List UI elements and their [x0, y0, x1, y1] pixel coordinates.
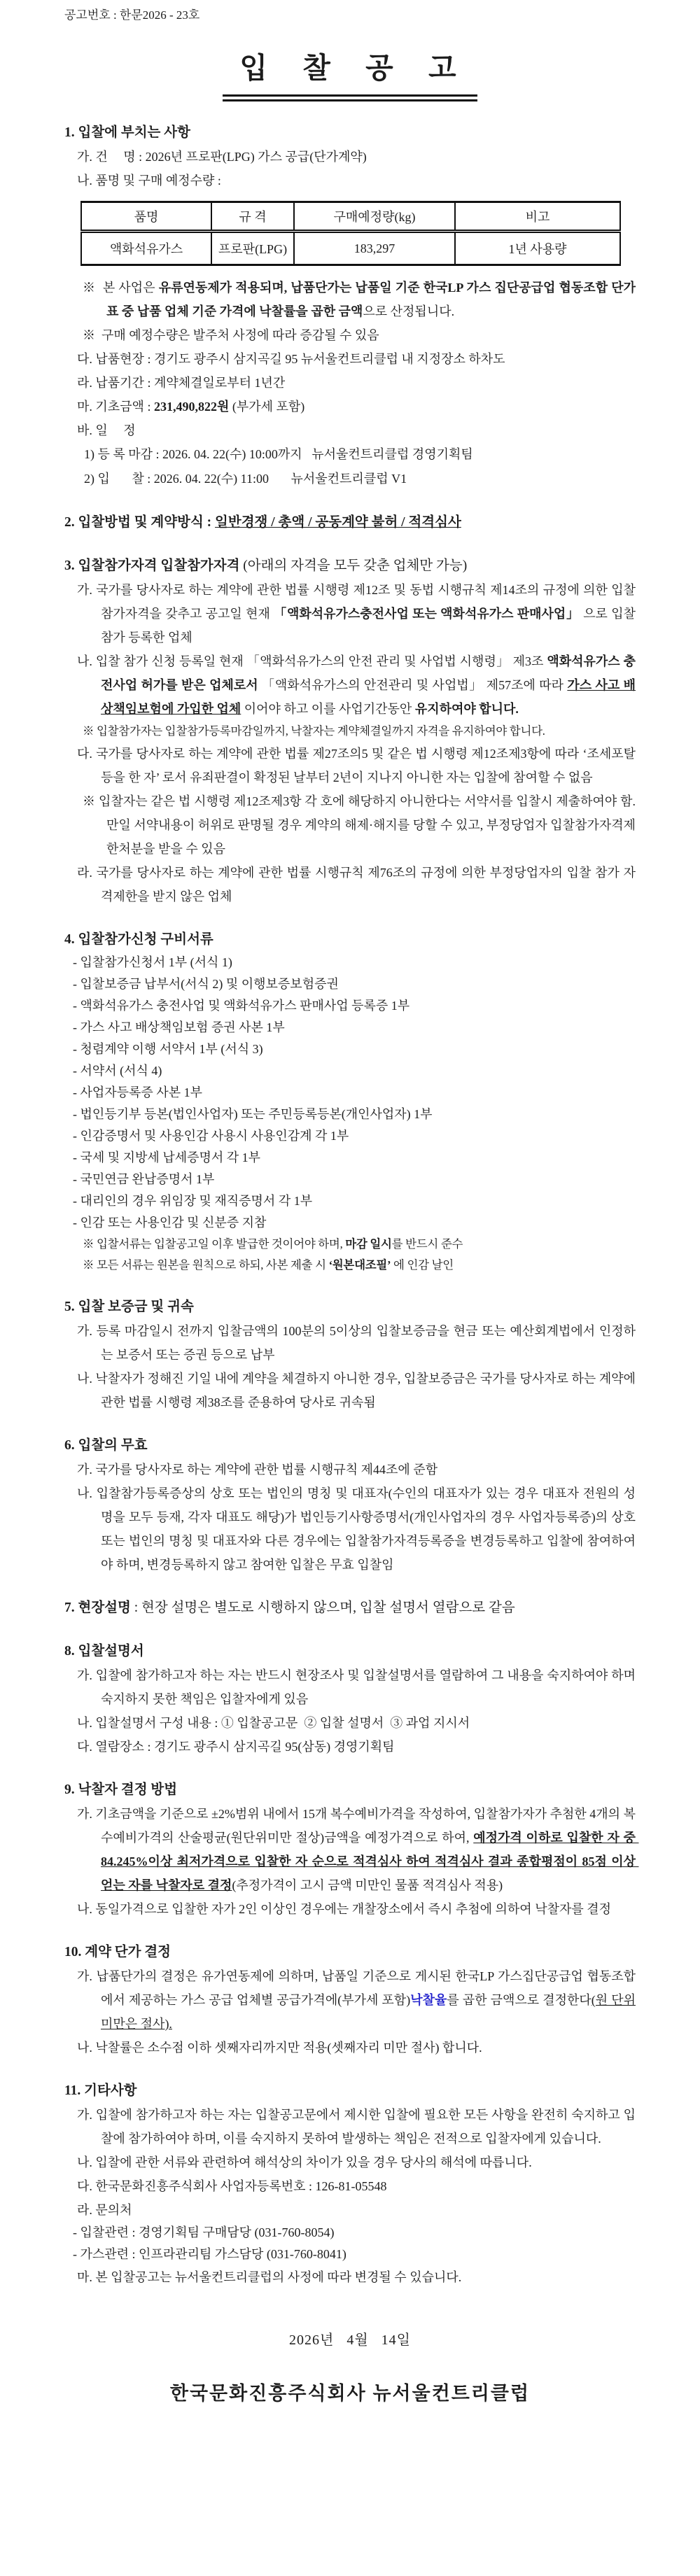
text-run: - 입찰참가신청서 1부 (서식 1)	[73, 955, 232, 969]
doc-item	[64, 1190, 636, 1212]
text-run: 바. 일 정	[77, 423, 136, 437]
item-9-ga	[64, 1802, 639, 1897]
text-run: 7. 현장설명	[64, 1600, 131, 1615]
text-run: 마. 기초금액 :	[77, 400, 154, 414]
item-8-ga	[64, 1663, 639, 1711]
cell-quantity: 183,297	[294, 232, 455, 265]
text-run: ※ 모든 서류는 원본을 원칙으로 하되, 사본 제출 시	[83, 1258, 329, 1272]
text-run: 나. 동일가격으로 입찰한 자가 2인 이상인 경우에는 개찰장소에서 즉시 추첨에 의하여 낙찰자를 결정	[77, 1902, 612, 1916]
text-run: 11. 기타사항	[64, 2083, 137, 2098]
issuing-organization: 한국문화진흥주식회사 뉴서울컨트리클럽	[169, 2383, 531, 2404]
text-run: : 현장 설명은 별도로 시행하지 않으며, 입찰 설명서 열람으로 같음	[130, 1600, 515, 1615]
cell-spec: 프로판(LPG)	[211, 232, 294, 265]
text-run: 1. 입찰에 부치는 사항	[64, 125, 190, 140]
text-run: - 입찰보증금 납부서(서식 2) 및 이행보증보험증권	[73, 977, 339, 991]
text-run: 에 인감 날인	[391, 1258, 454, 1272]
intro-blocks	[64, 121, 636, 192]
text-run: - 인감증명서 및 사용인감 사용시 사용인감계 각 1부	[73, 1129, 349, 1143]
item-1-ra	[64, 371, 636, 395]
text-run: (아래의 자격을 모두 갖춘 업체만 가능)	[243, 558, 468, 573]
text-run: - 서약서 (서식 4)	[73, 1064, 162, 1078]
doc-item	[64, 1147, 636, 1169]
col-header-spec: 규 격	[211, 202, 294, 232]
text-run: 예정가격 이하로 입찰한 자 중 84.245%이상 최저가격으로 입찰한 자 순으로 적격심사 하여 적격심사 결과 종합평점이 85점 이상 얻는 자를 낙찰자로 결정	[101, 1831, 639, 1892]
text-run: 231,490,822원	[153, 400, 230, 414]
text-run: 가. 입찰에 참가하고자 하는 자는 반드시 현장조사 및 입찰설명서를 열람하여 그 내용을 숙지하여야 하며 숙지하지 못한 책임은 입찰자에게 있음	[77, 1668, 639, 1706]
text-run: 액화석유가스 충전사업 허가를 받은 업체로서	[101, 654, 636, 692]
item-3-ga	[64, 578, 636, 649]
table-row	[81, 232, 620, 265]
item-3-da	[64, 742, 639, 789]
item-1-na	[64, 169, 636, 192]
doc-item	[64, 952, 636, 973]
note-quantity-change	[64, 323, 636, 347]
text-run: 10. 계약 단가 결정	[64, 1945, 172, 1959]
doc-item	[64, 1060, 636, 1082]
section-8-heading	[64, 1640, 636, 1663]
section-4-heading	[64, 928, 636, 952]
item-8-na	[64, 1711, 636, 1735]
page-title: 입 찰 공 고	[223, 45, 477, 101]
doc-item	[64, 1169, 636, 1190]
item-11-ra	[64, 2198, 636, 2222]
text-run: - 청렴계약 이행 서약서 1부 (서식 3)	[73, 1042, 263, 1056]
text-run: 나. 낙찰자가 정해진 기일 내에 계약을 체결하지 아니한 경우, 입찰보증금은 국가를 당사자로 하는 계약에 관한 법률 시행령 제38조를 준용하여 당사로 귀속됨	[77, 1372, 639, 1409]
text-run: - 가스관련 : 인프라관리팀 가스담당 (031-760-8041)	[73, 2247, 346, 2261]
schedule-bidding	[64, 467, 636, 491]
text-run: 마감 일시	[345, 1237, 392, 1251]
section-2-heading	[64, 511, 636, 535]
doc-item	[64, 1104, 636, 1125]
text-run: 나. 입찰에 관한 서류와 관련하여 해석상의 차이가 있을 경우 당사의 해석에 따릅니다.	[77, 2155, 532, 2169]
doc-item	[64, 1082, 636, 1104]
text-run: 나. 낙찰률은 소수점 이하 셋째자리까지만 적용(셋째자리 미만 절사) 합니다.	[77, 2041, 482, 2055]
text-run: ※ 입찰참가자는 입찰참가등록마감일까지, 낙찰자는 계약체결일까지 자격을 유지하여야 합니다.	[83, 724, 545, 738]
text-run: 으로 산정됩니다.	[363, 304, 455, 318]
item-11-ga	[64, 2103, 636, 2151]
item-8-da	[64, 1735, 636, 1759]
section-1-heading	[64, 121, 636, 145]
item-1-ga	[64, 145, 636, 169]
contact-bid	[64, 2222, 636, 2244]
text-run: 다. 한국문화진흥주식회사 사업자등록번호 : 126-81-05548	[77, 2179, 387, 2193]
note-original-docs	[64, 1255, 636, 1276]
title-block	[64, 45, 636, 101]
text-run: - 국세 및 지방세 납세증명서 각 1부	[73, 1150, 261, 1164]
item-6-na	[64, 1481, 639, 1577]
text-run: 유지하여야 합니다.	[414, 702, 519, 716]
text-run: (부가세 포함)	[229, 400, 305, 414]
text-run: 가. 납품단가의 결정은 유가연동제에 의하며, 납품일 기준으로 게시된 한국LP 가스집단공급업 협동조합에서 제공하는 가스 공급 업체별 공급가격에(부가세 포함)	[77, 1969, 636, 2007]
text-run: 가. 건 명 : 2026년 프로판(LPG) 가스 공급(단가계약)	[77, 150, 367, 164]
cell-remarks: 1년 사용량	[455, 232, 620, 265]
text-run: - 인감 또는 사용인감 및 신분증 지참	[73, 1216, 267, 1230]
item-5-na	[64, 1367, 639, 1414]
section-9-heading	[64, 1778, 636, 1802]
cell-item-name: 액화석유가스	[109, 242, 183, 256]
item-11-na	[64, 2151, 636, 2174]
text-run: 8. 입찰설명서	[64, 1644, 144, 1659]
text-run: 마. 본 입찰공고는 뉴서울컨트리클럽의 사정에 따라 변경될 수 있습니다.	[77, 2270, 462, 2284]
note-price-formula	[64, 276, 636, 323]
item-1-ma	[64, 395, 636, 418]
item-1-ba	[64, 418, 636, 442]
item-10-na	[64, 2036, 636, 2060]
text-run: 라. 문의처	[77, 2203, 132, 2217]
col-header-item-name: 품명	[81, 202, 211, 232]
text-run: 으로 입찰참가 등록한 업체	[101, 607, 636, 645]
text-run: - 대리인의 경우 위임장 및 재직증명서 각 1부	[73, 1194, 313, 1208]
text-run: - 입찰관련 : 경영기획팀 구매담당 (031-760-8054)	[73, 2225, 335, 2239]
item-11-ma	[64, 2265, 636, 2289]
text-run: 라. 납품기간 : 계약체결일로부터 1년간	[77, 376, 286, 390]
note-doc-issue-date	[64, 1234, 636, 1255]
doc-item	[64, 1017, 636, 1039]
text-run: 5. 입찰 보증금 및 귀속	[64, 1300, 194, 1314]
item-9-na	[64, 1897, 636, 1921]
col-header-quantity: 구매예정량(kg)	[294, 202, 455, 232]
text-run: 나. 품명 및 구매 예정수량 :	[77, 174, 221, 188]
text-run: 「액화석유가스의 안전관리 및 사업법」 제57조에 따라	[258, 678, 568, 692]
item-10-ga	[64, 1964, 636, 2036]
schedule-registration	[64, 442, 636, 467]
text-run: - 가스 사고 배상책임보험 증권 사본 1부	[73, 1020, 285, 1034]
text-run: 2) 입 찰 : 2026. 04. 22(수) 11:00 뉴서울컨트리클럽 V1	[84, 472, 407, 486]
text-run: (추정가격이 고시 금액 미만인 물품 적격심사 적용)	[232, 1878, 503, 1892]
text-run: 다. 납품현장 : 경기도 광주시 삼지곡길 95 뉴서울컨트리클럽 내 지정장소 하차도	[77, 352, 505, 366]
text-run: 「액화석유가스충전사업 또는 액화석유가스 판매사업」	[274, 607, 580, 621]
text-run: ※ 구매 예정수량은 발주처 사정에 따라 증감될 수 있음	[83, 328, 379, 342]
doc-item	[64, 995, 636, 1017]
text-run: 1) 등 록 마감 : 2026. 04. 22(수) 10:00까지 뉴서울컨트리클럽 경영기획팀	[84, 447, 473, 461]
text-run: - 법인등기부 등본(법인사업자) 또는 주민등록등본(개인사업자) 1부	[73, 1107, 433, 1121]
text-run: 가. 국가를 당사자로 하는 계약에 관한 법률 시행령 제12조 및 동법 시행규칙 제14조의 규정에 의한 입찰참가자격을 갖추고 공고일 현재	[77, 583, 636, 621]
section-7-heading	[64, 1596, 636, 1620]
text-run: ※ 입찰서류는 입찰공고일 이후 발급한 것이어야 하며,	[83, 1237, 346, 1251]
text-run: 다. 국가를 당사자로 하는 계약에 관한 법률 제27조의5 및 같은 법 시행령 제12조제3항에 따라 ‘조세포탈 등을 한 자’ 로서 유죄판결이 확정된 날부터 2년이 지나지 아니한 자는 입찰에 참여할 수 없음	[77, 747, 639, 784]
text-run: 라. 국가를 당사자로 하는 계약에 관한 법률 시행규칙 제76조의 규정에 의한 부정당업자의 입찰 참가 자격제한을 받지 않은 업체	[77, 866, 636, 903]
table-header-row	[81, 202, 620, 232]
text-run: 4. 입찰참가신청 구비서류	[64, 932, 214, 947]
section-3-heading	[64, 554, 636, 578]
col-header-remarks: 비고	[455, 202, 620, 232]
item-3-na	[64, 649, 636, 721]
supply-table	[80, 201, 621, 266]
contact-gas	[64, 2244, 636, 2265]
announcement-date: 2026년 4월 14일	[289, 2332, 411, 2348]
section-11-heading	[64, 2079, 636, 2103]
item-1-da	[64, 347, 636, 371]
text-run: 일반경쟁 / 총액 / 공동계약 불허 / 적격심사	[215, 515, 461, 530]
text-run: ‘원본대조필’	[328, 1258, 391, 1272]
text-run: 이어야 하고 이를 사업기간동안	[241, 702, 415, 716]
item-6-ga	[64, 1458, 636, 1481]
doc-item	[64, 1039, 636, 1060]
text-run: 를 반드시 준수	[391, 1237, 463, 1251]
text-run: - 액화석유가스 충전사업 및 액화석유가스 판매사업 등록증 1부	[73, 999, 410, 1013]
text-run: 유류연동제가 적용되며, 납품단가는 납품일 기준 한국LP 가스 집단공급업 협동조합 단가표 중 납품 업체 기준 가격에 낙찰률을 곱한 금액	[106, 281, 636, 318]
text-run: 3. 입찰참가자격 입찰참가자격	[64, 558, 244, 573]
text-run: 6. 입찰의 무효	[64, 1438, 148, 1453]
doc-item	[64, 1125, 636, 1147]
section-6-heading	[64, 1434, 636, 1458]
text-run: 를 곱한 금액으로 결정한다	[447, 1993, 592, 2007]
section-5-heading	[64, 1295, 636, 1319]
item-5-ga	[64, 1319, 636, 1367]
item-11-da	[64, 2174, 636, 2198]
text-run: 가. 입찰에 참가하고자 하는 자는 입찰공고문에서 제시한 입찰에 필요한 모든 사항을 완전히 숙지하고 입찰에 참가하여야 하며, 이를 숙지하지 못하여 발생하는 책임은 전적으로 입찰자에게 있습니다.	[77, 2108, 636, 2146]
text-run: 다. 열람장소 : 경기도 광주시 삼지곡길 95(삼동) 경영기획팀	[77, 1740, 395, 1754]
document-body	[64, 276, 639, 2289]
text-run: 가. 기초금액을 기준으로 ±2%범위 내에서 15개 복수예비가격을 작성하여, 입찰참가자가 추첨한 4개의 복수예비가격의 산술평균(원단위미만 절상)금액을 예정가격으로 하여,	[77, 1807, 636, 1845]
text-run: (원 단위미만은 절사).	[101, 1993, 636, 2031]
text-run: ※ 입찰자는 같은 법 시행령 제12조제3항 각 호에 해당하지 아니한다는 서약서를 입찰시 제출하여야 함. 만일 서약내용이 허위로 판명될 경우 계약의 해제·해지를 당할 수 있고, 부정당업자 입찰참가자격제한처분을 받을 수 있음	[83, 794, 639, 856]
text-run: 나. 입찰설명서 구성 내용 : ① 입찰공고문 ② 입찰 설명서 ③ 과업 지시서	[77, 1716, 470, 1730]
text-run: 나. 입찰 참가 신청 등록일 현재 「액화석유가스의 안전 관리 및 사업법 시행령」 제3조	[77, 654, 547, 668]
text-run: - 사업자등록증 사본 1부	[73, 1085, 202, 1099]
text-run: 가스 사고 배상책임보험에 가입한 업체	[101, 678, 636, 716]
notice-number: 공고번호 : 한문2026 - 23호	[64, 8, 200, 22]
text-run: ※ 본 사업은	[83, 281, 159, 295]
note-qualification-keep	[64, 721, 636, 742]
text-run: 9. 낙찰자 결정 방법	[64, 1782, 178, 1797]
text-run: 2. 입찰방법 및 계약방식 :	[64, 515, 216, 530]
section-10-heading	[64, 1941, 636, 1964]
text-run: 가. 등록 마감일시 전까지 입찰금액의 100분의 5이상의 입찰보증금을 현금 또는 예산회계법에서 인정하는 보증서 또는 증권 등으로 납부	[77, 1324, 636, 1362]
text-run: 낙찰율	[410, 1993, 447, 2007]
note-pledge	[64, 789, 639, 861]
text-run: 가. 국가를 당사자로 하는 계약에 관한 법률 시행규칙 제44조에 준함	[77, 1463, 438, 1477]
doc-item	[64, 973, 636, 995]
doc-item	[64, 1212, 636, 1234]
text-run: 나. 입찰참가등록증상의 상호 또는 법인의 명칭 및 대표자(수인의 대표자가 있는 경우 대표자 전원의 성명을 모두 등재, 각자 대표도 해당)가 법인등기사항증명서(개인사업자의 경우 사업자등록증)의 상호 또는 법인의 명칭 및 대표자와 다른 경우에는 입찰참가자격등록증을 변경등록하고 입찰에 참여하여야 하며, 변경등록하지 않고 참여한 입찰은 무효 입찰임	[77, 1486, 639, 1572]
item-3-ra	[64, 861, 636, 908]
text-run: - 국민연금 완납증명서 1부	[73, 1172, 215, 1186]
